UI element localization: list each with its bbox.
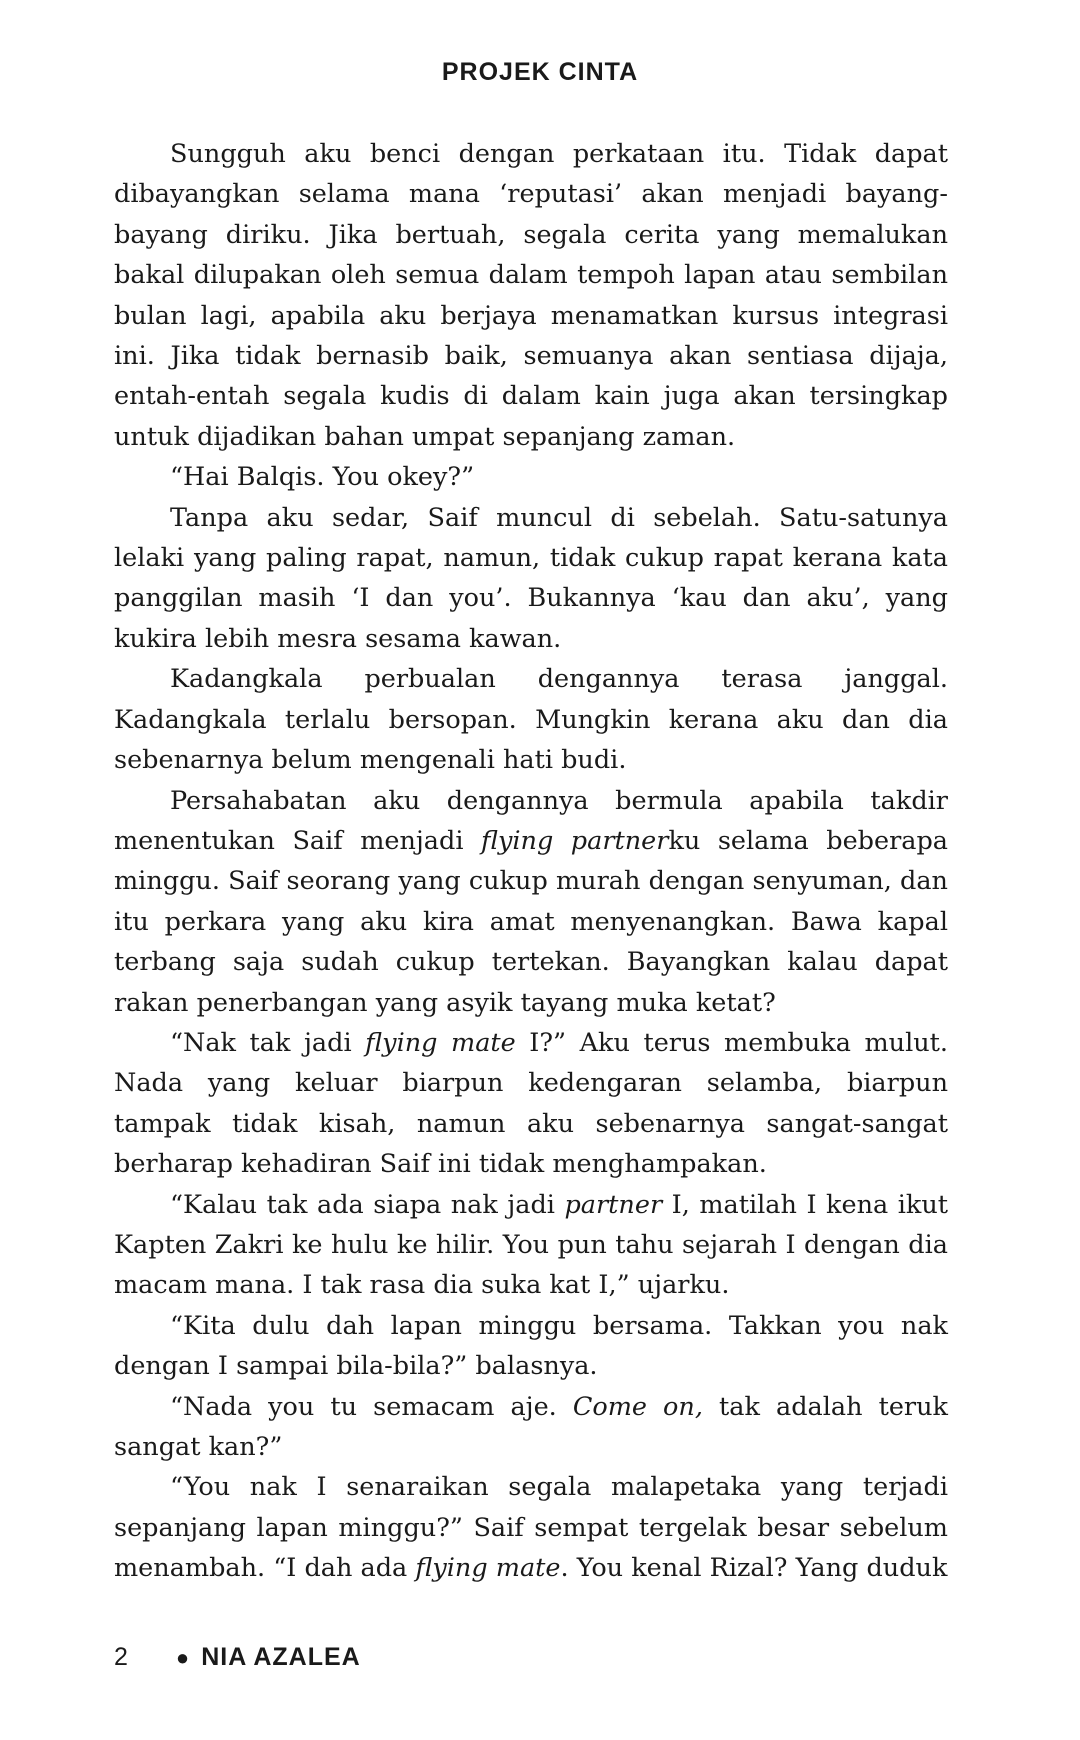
paragraph (114, 659, 948, 780)
text-run: I?” Aku terus membuka mulut. Nada yang keluar biarpun kedengaran selamba, biarpun tampak tidak kisah, namun aku sebenarnya sangat-sangat berharap kehadiran Saif ini tidak menghampakan. (114, 1027, 948, 1180)
text-run: “Nada you tu semacam aje. (170, 1391, 573, 1422)
text-run: Tanpa aku sedar, Saif muncul di sebelah. Satu-satunya lelaki yang paling rapat, namun, tidak cukup rapat kerana kata panggilan masih ‘I dan you’. Bukannya ‘kau dan aku’, yang kukira lebih mesra sesama kawan. (114, 502, 948, 654)
italic-phrase: flying mate (365, 1027, 516, 1058)
running-title: PROJEK CINTA (441, 58, 639, 86)
paragraph (114, 781, 948, 1023)
text-run: tak adalah teruk sangat kan?” (114, 1391, 948, 1462)
text-run: “Hai Balqis. You okey?” (170, 462, 475, 493)
bullet-separator: ● (175, 1644, 190, 1670)
page-number: 2 (114, 1643, 128, 1671)
text-run: Sungguh aku benci dengan perkataan itu. Tidak dapat dibayangkan selama mana ‘reputasi’ akan menjadi bayang-bayang diriku. Jika bertuah, segala cerita yang memalukan bakal dilupakan oleh semua dalam tempoh lapan atau sembilan bulan lagi, apabila aku berjaya menamatkan kursus integrasi ini. Jika tidak bernasib baik, semuanya akan sentiasa dijaja, entah-entah segala kudis di dalam kain juga akan tersingkap untuk dijadikan bahan umpat sepanjang zaman. (114, 139, 948, 452)
paragraph (114, 1306, 948, 1387)
paragraph (114, 498, 948, 660)
text-run: “You nak I senaraikan segala malapetaka yang terjadi sepanjang lapan minggu?” Saif sempat tergelak besar sebelum menambah. “I dah ada (114, 1472, 948, 1584)
text-run: . You kenal Rizal? Yang duduk (560, 1553, 948, 1584)
text-run: “Kalau tak ada siapa nak jadi (170, 1189, 565, 1220)
paragraph (114, 1387, 948, 1468)
author-name: NIA AZALEA (201, 1643, 361, 1671)
italic-phrase: Come on, (572, 1391, 703, 1422)
text-run: “Kita dulu dah lapan minggu bersama. Takkan you nak dengan I sampai bila-bila?” balasnya. (114, 1310, 948, 1382)
text-run: I, matilah I kena ikut Kapten Zakri ke hulu ke hilir. You pun tahu sejarah I dengan dia macam mana. I tak rasa dia suka kat I,” ujarku. (114, 1189, 949, 1301)
body-text (114, 134, 948, 1589)
italic-phrase: flying mate (415, 1553, 561, 1584)
paragraph (114, 134, 948, 457)
text-run: “Nak tak jadi (170, 1027, 366, 1058)
page-footer (114, 1643, 361, 1672)
paragraph (114, 457, 948, 497)
text-run: Kadangkala perbualan dengannya terasa janggal. Kadangkala terlalu bersopan. Mungkin kerana aku dan dia sebenarnya belum mengenali hati budi. (114, 664, 948, 776)
paragraph (114, 1185, 948, 1306)
italic-phrase: partner (564, 1189, 663, 1220)
text-run: ku selama beberapa minggu. Saif seorang yang cukup murah dengan senyuman, dan itu perkara yang aku kira amat menyenangkan. Bawa kapal terbang saja sudah cukup tertekan. Bayangkan kalau dapat rakan penerbangan yang asyik tayang muka ketat? (114, 825, 948, 1018)
paragraph (114, 1467, 948, 1588)
text-run: Persahabatan aku dengannya bermula apabila takdir menentukan Saif menjadi (114, 785, 948, 856)
paragraph (114, 1023, 948, 1185)
italic-phrase: flying partner (480, 825, 669, 856)
